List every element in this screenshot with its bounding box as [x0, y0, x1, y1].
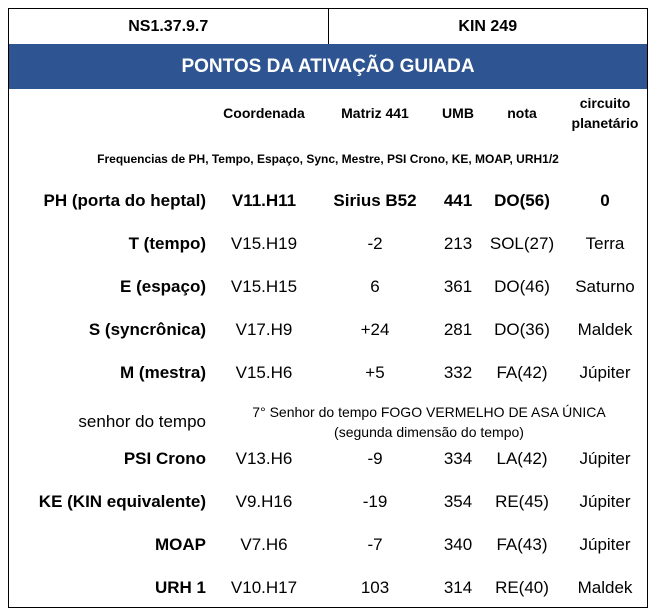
header-ns: NS1.37.9.7 — [9, 9, 329, 44]
row-note: DO(46) — [494, 277, 550, 296]
row-note: FA(43) — [496, 535, 548, 554]
row-circuit: Júpiter — [579, 492, 631, 511]
row-note: DO(36) — [494, 320, 550, 339]
col-circuit — [562, 91, 648, 135]
row-umb: 361 — [443, 277, 473, 296]
row-note: RE(45) — [495, 492, 549, 511]
row-circuit: Júpiter — [579, 363, 631, 382]
senhor-line1: 7° Senhor do tempo FOGO VERMELHO DE ASA ÚNICA — [252, 404, 606, 420]
row-label: PSI Crono — [123, 449, 206, 468]
senhor-label: senhor do tempo — [78, 412, 206, 431]
row-umb: 213 — [443, 234, 473, 253]
row-umb: 340 — [443, 535, 473, 554]
row-matrix: 103 — [360, 578, 390, 597]
row-coord: V15.H15 — [230, 277, 298, 296]
row-coord: V15.H6 — [235, 363, 293, 382]
row-coord: V10.H17 — [230, 578, 298, 597]
row-umb: 314 — [443, 578, 473, 597]
row-matrix: -19 — [362, 492, 388, 511]
row-circuit: Saturno — [575, 277, 635, 296]
row-matrix: Sirius B52 — [333, 191, 417, 210]
row-note: DO(56) — [494, 191, 550, 210]
row-matrix: -7 — [367, 535, 383, 554]
row-coord: V11.H11 — [231, 191, 297, 210]
row-matrix: -2 — [367, 234, 383, 253]
table-row — [9, 313, 647, 347]
row-label: E (espaço) — [120, 277, 206, 296]
column-headers — [9, 91, 647, 135]
activation-table — [8, 8, 648, 608]
header-kin: KIN 249 — [458, 17, 518, 35]
row-matrix: 6 — [370, 277, 380, 296]
row-label: T (tempo) — [128, 234, 206, 253]
row-coord: V9.H16 — [235, 492, 293, 511]
row-umb: 281 — [443, 320, 473, 339]
row-circuit: 0 — [600, 191, 610, 210]
row-note: FA(42) — [496, 363, 548, 382]
senhor-line2: (segunda dimensão do tempo) — [334, 424, 524, 440]
row-matrix: -9 — [367, 449, 383, 468]
row-label: MOAP — [155, 535, 206, 554]
row-label: M (mestra) — [120, 363, 206, 382]
row-note: LA(42) — [496, 449, 548, 468]
row-matrix: +5 — [365, 363, 385, 382]
row-circuit: Terra — [585, 234, 625, 253]
row-matrix: +24 — [360, 320, 390, 339]
row-coord: V7.H6 — [240, 535, 288, 554]
row-umb: 332 — [443, 363, 473, 382]
col-note: nota — [507, 105, 537, 121]
table-row — [9, 571, 647, 605]
row-note: RE(40) — [495, 578, 549, 597]
row-umb: 441 — [443, 191, 473, 210]
table-row — [9, 270, 647, 304]
col-matrix: Matriz 441 — [341, 105, 409, 121]
table-row — [9, 528, 647, 562]
row-umb: 334 — [443, 449, 473, 468]
row-circuit: Maldek — [577, 320, 633, 339]
senhor-do-tempo-row — [9, 399, 647, 445]
row-coord: V17.H9 — [235, 320, 293, 339]
row-label: PH (porta do heptal) — [43, 191, 206, 210]
col-circuit-line1: circuito — [579, 95, 631, 111]
row-note: SOL(27) — [489, 234, 555, 253]
col-circuit-line2: planetário — [571, 115, 639, 131]
frequencies-note: Frequencias de PH, Tempo, Espaço, Sync, Mestre, PSI Crono, KE, MOAP, URH1/2 — [97, 152, 559, 166]
row-coord: V13.H6 — [235, 449, 293, 468]
row-label: KE (KIN equivalente) — [38, 492, 206, 511]
senhor-description — [224, 399, 634, 445]
table-row — [9, 442, 647, 476]
table-row — [9, 184, 647, 218]
table-row — [9, 485, 647, 519]
row-circuit: Maldek — [577, 578, 633, 597]
table-row — [9, 227, 647, 261]
col-umb: UMB — [442, 105, 474, 121]
table-title: PONTOS DA ATIVAÇÃO GUIADA — [9, 44, 647, 89]
table-row — [9, 356, 647, 390]
row-coord: V15.H19 — [230, 234, 298, 253]
row-circuit: Júpiter — [579, 535, 631, 554]
row-umb: 354 — [443, 492, 473, 511]
row-label: S (syncrônica) — [88, 320, 206, 339]
col-coord: Coordenada — [223, 105, 305, 121]
row-label: URH 1 — [154, 578, 206, 597]
header-bar — [9, 9, 647, 45]
row-circuit: Júpiter — [579, 449, 631, 468]
